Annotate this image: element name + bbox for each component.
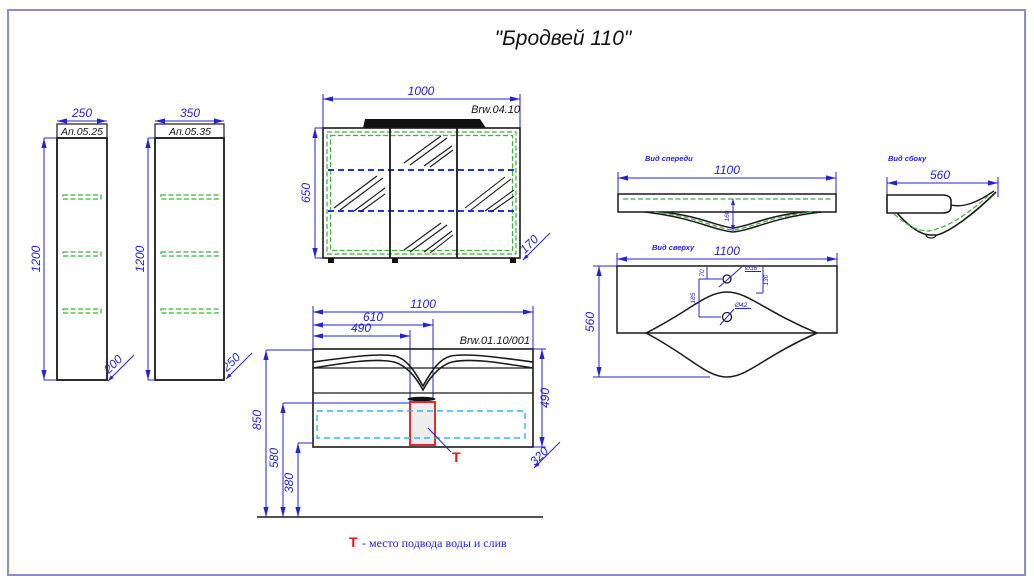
faucet-edge-dim: 70	[699, 269, 706, 277]
cabinet-code: Ап.05.25	[61, 126, 103, 138]
hole-spacing-dim: 185	[690, 292, 697, 304]
mirror-cabinet	[299, 84, 550, 263]
cabinet-body	[57, 138, 107, 380]
drain-trap	[408, 397, 436, 402]
bowl-depth-dim: 160	[724, 210, 731, 222]
drain-hole-dim: Ø42	[735, 302, 748, 309]
depth-dim: 320	[527, 444, 552, 469]
basin-slab-profile	[887, 195, 951, 213]
shelf-lines	[161, 195, 218, 313]
water-legend	[349, 534, 507, 550]
view-label: Вид сбоку	[888, 154, 927, 163]
leader-line	[719, 265, 744, 287]
vanity-unit	[250, 297, 560, 517]
water-supply-zone	[410, 402, 435, 445]
sheet-frame	[8, 10, 1025, 575]
depth-dim: 560	[929, 168, 951, 182]
facade-wave-upper	[313, 355, 533, 386]
mount-height-dim: 850	[250, 409, 264, 431]
width-dim: 1000	[407, 84, 435, 98]
legend-text: - место подвода воды и слив	[362, 536, 507, 550]
basin-rim	[618, 194, 836, 212]
width-dim: 250	[71, 106, 93, 120]
view-label: Вид спереди	[645, 154, 693, 163]
height-dim: 490	[538, 387, 552, 409]
width-dim: 350	[179, 106, 201, 120]
water-symbol: Т	[452, 449, 461, 465]
bowl-bottom-curve	[646, 333, 817, 377]
width-dim: 1100	[714, 244, 740, 258]
cabinet-code: Brw.01.10/001	[459, 335, 530, 347]
cabinet-body	[155, 138, 224, 380]
view-label: Вид сверху	[652, 243, 695, 252]
height-dim: 1200	[133, 245, 147, 273]
tail-upper-curve	[951, 191, 994, 206]
basin-outline	[617, 266, 837, 333]
faucet-hole-dim: Ø36	[745, 265, 758, 272]
bottom-height-dim: 380	[282, 472, 296, 494]
tall-cabinet-250	[29, 106, 134, 381]
height-dim: 1200	[29, 245, 43, 273]
depth-dim: 560	[583, 311, 597, 333]
light-fixture	[363, 119, 486, 128]
washbasin-top-view	[583, 243, 837, 377]
washbasin-front-view	[618, 154, 836, 232]
depth-dim: 200	[101, 352, 126, 377]
page-title: "Бродвей 110"	[494, 27, 632, 50]
cabinet-code: Brw.04.10	[471, 104, 520, 116]
water-height-dim: 580	[267, 447, 281, 469]
width-dim: 1100	[410, 297, 436, 311]
depth-dim: 250	[219, 350, 244, 375]
cabinet-code: Ап.05.35	[169, 126, 211, 138]
drain-offset-dim: 610	[362, 310, 384, 324]
shelf-lines	[63, 195, 101, 313]
mirror-hatch-marks	[334, 136, 514, 253]
width-dim: 1100	[714, 163, 740, 177]
depth-dim: 170	[517, 232, 542, 257]
tall-cabinet-350	[133, 106, 252, 380]
height-dim: 650	[299, 182, 313, 204]
cabinet-body	[323, 128, 520, 258]
water-offset-dim: 490	[350, 321, 372, 335]
edge-dim: 130	[763, 274, 770, 286]
washbasin-side-view	[887, 154, 998, 238]
legend-symbol: Т	[349, 534, 358, 550]
